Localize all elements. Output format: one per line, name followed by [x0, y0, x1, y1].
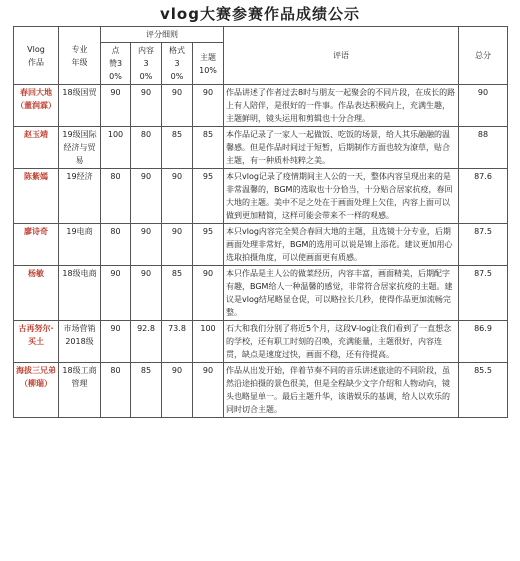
total-cell: 87.6 [459, 169, 508, 224]
header-scoring-group: 评分细则 [101, 27, 224, 43]
comment-cell: 作品讲述了作者过去8时与朋友一起聚会的不同片段，在成长的路上有人陪伴，是很好的一件事。作品表达积极向上，充满生趣，主题鲜明，镜头运用和剪辑也十分合理。 [224, 85, 459, 127]
points-cell: 90 [101, 85, 131, 127]
theme-cell: 90 [193, 266, 224, 321]
points-cell: 90 [101, 266, 131, 321]
header-format: 格式 3 0% [162, 43, 193, 85]
work-name: 春回大地（董润霖） [14, 85, 59, 127]
header-total: 总分 [459, 27, 508, 85]
total-cell: 86.9 [459, 321, 508, 363]
points-cell: 80 [101, 363, 131, 418]
format-cell: 73.8 [162, 321, 193, 363]
format-cell: 90 [162, 85, 193, 127]
results-table [13, 26, 508, 418]
major-cell: 18级工商管理 [59, 363, 101, 418]
theme-cell: 90 [193, 85, 224, 127]
header-work: Vlog 作品 [14, 27, 59, 85]
major-cell: 19经济 [59, 169, 101, 224]
major-cell: 18级电商 [59, 266, 101, 321]
work-name: 古再努尔·买土 [14, 321, 59, 363]
work-name: 赵玉靖 [14, 127, 59, 169]
points-cell: 80 [101, 224, 131, 266]
table-row [14, 224, 508, 266]
format-cell: 90 [162, 169, 193, 224]
header-points: 点 赞3 0% [101, 43, 131, 85]
theme-cell: 95 [193, 169, 224, 224]
content-cell: 85 [131, 363, 162, 418]
work-name: 廖诗奇 [14, 224, 59, 266]
major-cell: 18级国贸 [59, 85, 101, 127]
header-row-1 [14, 27, 508, 43]
table-row [14, 85, 508, 127]
major-cell: 19电商 [59, 224, 101, 266]
page-title: vlog大赛参赛作品成绩公示 [160, 5, 360, 23]
work-name: 杨敏 [14, 266, 59, 321]
theme-cell: 85 [193, 127, 224, 169]
work-name: 陈紫嫣 [14, 169, 59, 224]
table-row [14, 127, 508, 169]
comment-cell: 本只vlog记录了疫情期间主人公的一天，整体内容呈现出来的是非常温馨的，BGM的选取也十分恰当，十分贴合居家抗疫，春回大地的主题。美中不足之处在于画面处理上欠佳，内容上面可以做到更加精简，这样可能会带来不一样的观感。 [224, 169, 459, 224]
major-cell: 市场营销2018级 [59, 321, 101, 363]
points-cell: 80 [101, 169, 131, 224]
comment-cell: 本只作品是主人公的做菜经历，内容丰富，画面精美，后期配字有趣，BGM给人一种温馨的感觉，非常符合居家抗疫的主题。建议是vlog结尾略显仓促，可以略拉长几秒，使得作品更加流畅完整。 [224, 266, 459, 321]
table-row [14, 363, 508, 418]
content-cell: 90 [131, 85, 162, 127]
theme-cell: 95 [193, 224, 224, 266]
total-cell: 87.5 [459, 266, 508, 321]
table-row [14, 266, 508, 321]
major-cell: 19级国际经济与贸易 [59, 127, 101, 169]
points-cell: 90 [101, 321, 131, 363]
format-cell: 90 [162, 363, 193, 418]
content-cell: 90 [131, 169, 162, 224]
comment-cell: 本只vlog内容完全契合春回大地的主题，且选镜十分专业，后期画面处理非常好，BGM的选用可以说是锦上添花。建议更加用心选取拍摄角度，可以使画面更有质感。 [224, 224, 459, 266]
content-cell: 90 [131, 224, 162, 266]
content-cell: 90 [131, 266, 162, 321]
table-row [14, 169, 508, 224]
format-cell: 85 [162, 266, 193, 321]
content-cell: 80 [131, 127, 162, 169]
comment-cell: 石大和我们分别了将近5个月，这段V-log让我们看到了一直想念的学校，还有职工时刻的召唤，充满能量，主题很好，内容连贯，缺点是速度过快，画面不稳，还有待提高。 [224, 321, 459, 363]
content-cell: 92.8 [131, 321, 162, 363]
total-cell: 90 [459, 85, 508, 127]
total-cell: 87.5 [459, 224, 508, 266]
points-cell: 100 [101, 127, 131, 169]
comment-cell: 本作品记录了一家人一起做饭、吃饭的场景，给人其乐融融的温馨感。但是作品时间过于短暂，后期制作方面也较为潦草，贴合主题，有一种质朴纯粹之美。 [224, 127, 459, 169]
work-name: 海拔三兄弟（柳瑞） [14, 363, 59, 418]
header-major: 专业 年级 [59, 27, 101, 85]
total-cell: 88 [459, 127, 508, 169]
table-row [14, 321, 508, 363]
comment-cell: 作品从出发开始，伴着节奏不同的音乐讲述旅途的不同阶段，虽然沿途拍摄的景色很美，但是全程缺少文字介绍和人物动向，镜头也略显单一。最后主题升华，该谐娱乐的基调，给人以欢乐的同时切合主题。 [224, 363, 459, 418]
theme-cell: 100 [193, 321, 224, 363]
header-theme: 主题 10% [193, 43, 224, 85]
theme-cell: 90 [193, 363, 224, 418]
format-cell: 90 [162, 224, 193, 266]
header-content: 内容 3 0% [131, 43, 162, 85]
header-comment: 评语 [224, 27, 459, 85]
total-cell: 85.5 [459, 363, 508, 418]
format-cell: 85 [162, 127, 193, 169]
